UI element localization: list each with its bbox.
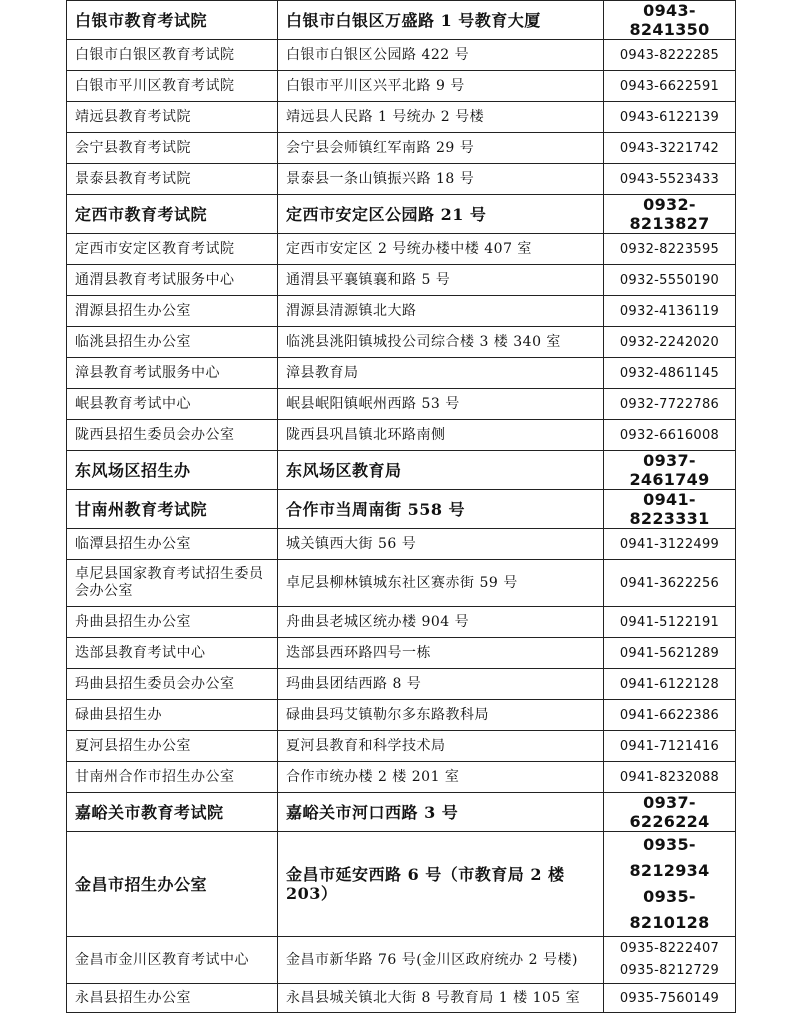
phone-number: 0935-8222407 xyxy=(619,941,720,956)
address-cell: 陇西县巩昌镇北环路南侧 xyxy=(278,420,604,451)
address-cell: 金昌市新华路 76 号(金川区政府统办 2 号楼) xyxy=(278,937,604,984)
org-name-cell: 定西市安定区教育考试院 xyxy=(67,234,278,265)
address-cell: 合作市统办楼 2 楼 201 室 xyxy=(278,762,604,793)
address-cell: 城关镇西大街 56 号 xyxy=(278,529,604,560)
phone-number: 0935-8212934 xyxy=(629,835,710,880)
phone-number: 0941-3622256 xyxy=(619,575,720,591)
table-row xyxy=(67,327,736,358)
phone-cell xyxy=(604,669,736,700)
phone-number: 0935-7560149 xyxy=(619,990,720,1006)
org-name-cell: 夏河县招生办公室 xyxy=(67,731,278,762)
phone-number: 0937-2461749 xyxy=(629,451,710,489)
phone-cell xyxy=(604,451,736,490)
address-cell: 舟曲县老城区统办楼 904 号 xyxy=(278,607,604,638)
org-name-cell: 迭部县教育考试中心 xyxy=(67,638,278,669)
phone-cell xyxy=(604,700,736,731)
phone-cell xyxy=(604,40,736,71)
phone-number: 0941-5621289 xyxy=(619,645,720,661)
table-row xyxy=(67,937,736,984)
table-row xyxy=(67,700,736,731)
table-row xyxy=(67,296,736,327)
org-name-cell: 景泰县教育考试院 xyxy=(67,164,278,195)
phone-cell xyxy=(604,389,736,420)
address-cell: 玛曲县团结西路 8 号 xyxy=(278,669,604,700)
phone-cell xyxy=(604,71,736,102)
table-row xyxy=(67,490,736,529)
phone-cell xyxy=(604,265,736,296)
org-name-cell: 岷县教育考试中心 xyxy=(67,389,278,420)
address-cell: 景泰县一条山镇振兴路 18 号 xyxy=(278,164,604,195)
phone-number: 0932-8213827 xyxy=(629,195,710,233)
org-name-cell: 甘南州教育考试院 xyxy=(67,490,278,529)
phone-cell xyxy=(604,793,736,832)
phone-number: 0941-3122499 xyxy=(619,536,720,552)
phone-number: 0932-6616008 xyxy=(619,427,720,443)
table-row xyxy=(67,984,736,1013)
phone-number: 0943-5523433 xyxy=(619,171,720,187)
table-body xyxy=(67,1,736,1013)
org-name-cell: 白银市平川区教育考试院 xyxy=(67,71,278,102)
phone-number: 0941-6622386 xyxy=(619,707,720,723)
phone-cell xyxy=(604,296,736,327)
phone-number: 0932-7722786 xyxy=(619,396,720,412)
phone-cell xyxy=(604,102,736,133)
org-name-cell: 定西市教育考试院 xyxy=(67,195,278,234)
phone-number: 0935-8210128 xyxy=(629,887,710,932)
phone-cell xyxy=(604,762,736,793)
phone-cell xyxy=(604,560,736,607)
table-row xyxy=(67,265,736,296)
org-name-cell: 永昌县招生办公室 xyxy=(67,984,278,1013)
table-row xyxy=(67,71,736,102)
phone-number: 0941-8232088 xyxy=(619,769,720,785)
address-cell: 定西市安定区 2 号统办楼中楼 407 室 xyxy=(278,234,604,265)
address-cell: 合作市当周南街 558 号 xyxy=(278,490,604,529)
table-row xyxy=(67,234,736,265)
address-cell: 白银市白银区万盛路 1 号教育大厦 xyxy=(278,1,604,40)
table-row xyxy=(67,102,736,133)
org-name-cell: 嘉峪关市教育考试院 xyxy=(67,793,278,832)
table-row xyxy=(67,793,736,832)
address-cell: 夏河县教育和科学技术局 xyxy=(278,731,604,762)
table-row xyxy=(67,164,736,195)
phone-cell xyxy=(604,984,736,1013)
org-name-cell: 渭源县招生办公室 xyxy=(67,296,278,327)
phone-number: 0941-6122128 xyxy=(619,676,720,692)
phone-cell xyxy=(604,195,736,234)
address-cell: 迭部县西环路四号一栋 xyxy=(278,638,604,669)
phone-cell xyxy=(604,133,736,164)
org-name-cell: 陇西县招生委员会办公室 xyxy=(67,420,278,451)
phone-cell xyxy=(604,937,736,984)
address-cell: 白银市平川区兴平北路 9 号 xyxy=(278,71,604,102)
phone-cell xyxy=(604,358,736,389)
table-row xyxy=(67,420,736,451)
phone-cell xyxy=(604,420,736,451)
phone-cell xyxy=(604,490,736,529)
table-row xyxy=(67,607,736,638)
org-name-cell: 舟曲县招生办公室 xyxy=(67,607,278,638)
org-name-cell: 卓尼县国家教育考试招生委员会办公室 xyxy=(67,560,278,607)
address-cell: 卓尼县柳林镇城东社区赛赤街 59 号 xyxy=(278,560,604,607)
table-row xyxy=(67,529,736,560)
address-cell: 会宁县会师镇红军南路 29 号 xyxy=(278,133,604,164)
phone-cell xyxy=(604,638,736,669)
table-row xyxy=(67,1,736,40)
phone-number: 0943-8222285 xyxy=(619,47,720,63)
address-cell: 永昌县城关镇北大街 8 号教育局 1 楼 105 室 xyxy=(278,984,604,1013)
address-cell: 白银市白银区公园路 422 号 xyxy=(278,40,604,71)
table-row xyxy=(67,560,736,607)
org-name-cell: 靖远县教育考试院 xyxy=(67,102,278,133)
org-name-cell: 碌曲县招生办 xyxy=(67,700,278,731)
org-name-cell: 漳县教育考试服务中心 xyxy=(67,358,278,389)
address-cell: 渭源县清源镇北大路 xyxy=(278,296,604,327)
phone-number: 0932-5550190 xyxy=(619,272,720,288)
org-name-cell: 金昌市招生办公室 xyxy=(67,832,278,937)
phone-cell xyxy=(604,164,736,195)
phone-cell xyxy=(604,327,736,358)
phone-number: 0943-6122139 xyxy=(619,109,720,125)
org-name-cell: 东风场区招生办 xyxy=(67,451,278,490)
table-row xyxy=(67,195,736,234)
exam-office-contact-table xyxy=(66,0,736,1013)
address-cell: 靖远县人民路 1 号统办 2 号楼 xyxy=(278,102,604,133)
org-name-cell: 甘南州合作市招生办公室 xyxy=(67,762,278,793)
phone-number: 0943-3221742 xyxy=(619,140,720,156)
phone-cell xyxy=(604,832,736,937)
phone-number: 0932-4136119 xyxy=(619,303,720,319)
table-row xyxy=(67,638,736,669)
table-row xyxy=(67,832,736,937)
org-name-cell: 白银市白银区教育考试院 xyxy=(67,40,278,71)
address-cell: 东风场区教育局 xyxy=(278,451,604,490)
address-cell: 碌曲县玛艾镇勒尔多东路教科局 xyxy=(278,700,604,731)
table-row xyxy=(67,451,736,490)
address-cell: 通渭县平襄镇襄和路 5 号 xyxy=(278,265,604,296)
table-row xyxy=(67,669,736,700)
org-name-cell: 玛曲县招生委员会办公室 xyxy=(67,669,278,700)
table-row xyxy=(67,762,736,793)
phone-number: 0932-2242020 xyxy=(619,334,720,350)
phone-cell xyxy=(604,529,736,560)
address-cell: 岷县岷阳镇岷州西路 53 号 xyxy=(278,389,604,420)
phone-cell xyxy=(604,1,736,40)
address-cell: 嘉峪关市河口西路 3 号 xyxy=(278,793,604,832)
phone-number: 0941-8223331 xyxy=(629,490,710,528)
table-row xyxy=(67,40,736,71)
phone-number: 0932-4861145 xyxy=(619,365,720,381)
table-row xyxy=(67,358,736,389)
phone-number: 0943-8241350 xyxy=(629,1,710,39)
org-name-cell: 通渭县教育考试服务中心 xyxy=(67,265,278,296)
phone-number: 0937-6226224 xyxy=(629,793,710,831)
table-row xyxy=(67,133,736,164)
phone-number: 0935-8212729 xyxy=(619,963,720,978)
phone-number: 0941-5122191 xyxy=(619,614,720,630)
address-cell: 金昌市延安西路 6 号（市教育局 2 楼 203） xyxy=(278,832,604,937)
phone-cell xyxy=(604,607,736,638)
phone-number: 0941-7121416 xyxy=(619,738,720,754)
phone-cell xyxy=(604,234,736,265)
address-cell: 临洮县洮阳镇城投公司综合楼 3 楼 340 室 xyxy=(278,327,604,358)
org-name-cell: 临洮县招生办公室 xyxy=(67,327,278,358)
org-name-cell: 金昌市金川区教育考试中心 xyxy=(67,937,278,984)
org-name-cell: 会宁县教育考试院 xyxy=(67,133,278,164)
phone-number: 0943-6622591 xyxy=(619,78,720,94)
table-row xyxy=(67,731,736,762)
phone-cell xyxy=(604,731,736,762)
table-row xyxy=(67,389,736,420)
address-cell: 定西市安定区公园路 21 号 xyxy=(278,195,604,234)
phone-number: 0932-8223595 xyxy=(619,241,720,257)
org-name-cell: 临潭县招生办公室 xyxy=(67,529,278,560)
address-cell: 漳县教育局 xyxy=(278,358,604,389)
org-name-cell: 白银市教育考试院 xyxy=(67,1,278,40)
